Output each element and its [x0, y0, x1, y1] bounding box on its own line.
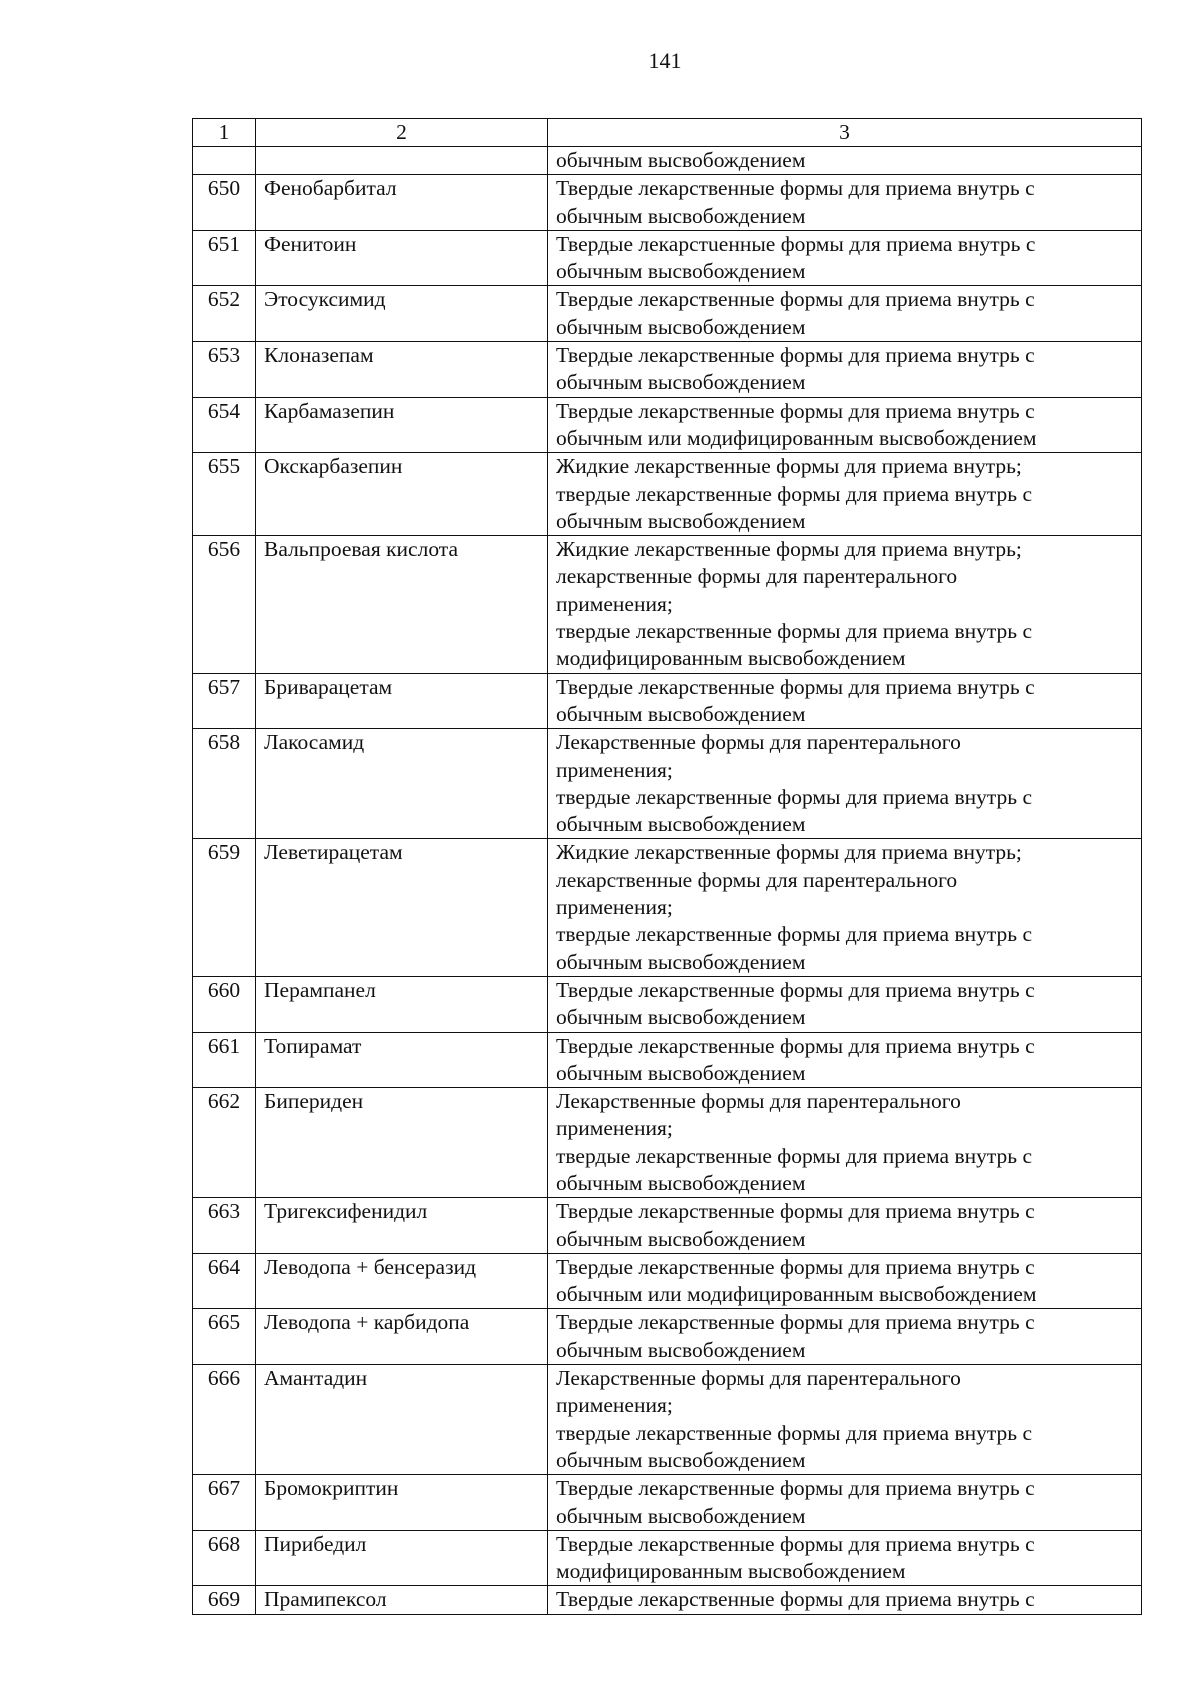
row-number: 650 [193, 175, 256, 231]
dosage-form [548, 976, 1142, 1032]
column-header-number: 1 [193, 119, 256, 147]
dosage-form-line: Твердые лекарственные формы для приема внутрь с [556, 176, 1035, 201]
drug-name: Топирамат [256, 1032, 548, 1088]
dosage-form [548, 1586, 1142, 1614]
dosage-form-line: Твердые лекарственные формы для приема внутрь с [556, 1476, 1035, 1501]
dosage-form-line: Жидкие лекарственные формы для приема внутрь; [556, 537, 1022, 562]
dosage-form-line: обычным высвобождением [556, 1060, 806, 1085]
dosage-form [548, 1088, 1142, 1198]
dosage-form [548, 342, 1142, 398]
dosage-form-line: обычным высвобождением [556, 701, 806, 726]
dosage-form [548, 1530, 1142, 1586]
dosage-form-line: Твердые лекарственные формы для приема внутрь с [556, 674, 1035, 699]
dosage-form-line: обычным высвобождением [556, 1170, 806, 1195]
table-row [193, 1530, 1142, 1586]
dosage-form [548, 1365, 1142, 1475]
row-number: 665 [193, 1309, 256, 1365]
table-row [193, 536, 1142, 673]
dosage-form-line: Твердые лекарственные формы для приема внутрь с [556, 1587, 1035, 1612]
dosage-form [548, 1253, 1142, 1309]
dosage-form-line: лекарственные формы для парентерального [556, 867, 958, 892]
dosage-form [548, 1309, 1142, 1365]
dosage-form [548, 1475, 1142, 1531]
table-row [193, 1088, 1142, 1198]
dosage-form [548, 1198, 1142, 1254]
dosage-form-line: твердые лекарственные формы для приема внутрь с [556, 784, 1032, 809]
dosage-form-line: модифицированным высвобождением [556, 1559, 906, 1584]
dosage-form-line: твердые лекарственные формы для приема внутрь с [556, 922, 1032, 947]
drug-name: Леводопа + карбидопа [256, 1309, 548, 1365]
dosage-form [548, 230, 1142, 286]
drug-name: Лакосамид [256, 729, 548, 839]
dosage-form-line: Твердые лекарственные формы для приема внутрь с [556, 1033, 1035, 1058]
dosage-form [548, 175, 1142, 231]
row-number: 657 [193, 673, 256, 729]
row-number: 656 [193, 536, 256, 673]
dosage-form [548, 453, 1142, 536]
drug-name: Окскарбазепин [256, 453, 548, 536]
dosage-form-line: твердые лекарственные формы для приема внутрь с [556, 1420, 1032, 1445]
table-body [193, 147, 1142, 1615]
page-number: 141 [648, 48, 682, 73]
column-header-name: 2 [256, 119, 548, 147]
row-number: 661 [193, 1032, 256, 1088]
dosage-form-line: Лекарственные формы для парентерального [556, 1366, 961, 1391]
dosage-form-line: обычным высвобождением [556, 1226, 806, 1251]
table-row [193, 1032, 1142, 1088]
row-number: 653 [193, 342, 256, 398]
dosage-form-line: применения; [556, 1116, 673, 1141]
dosage-form [548, 147, 1142, 175]
dosage-form-line: Лекарственные формы для парентерального [556, 730, 961, 755]
dosage-form-line: Твердые лекарстuенные формы для приема внутрь с [556, 231, 1036, 256]
drug-name: Этосуксимид [256, 286, 548, 342]
drug-name: Бипериден [256, 1088, 548, 1198]
table-row [193, 342, 1142, 398]
table-row [193, 286, 1142, 342]
dosage-form-line: применения; [556, 591, 673, 616]
table-row [193, 1309, 1142, 1365]
dosage-form-line: обычным высвобождением [556, 1447, 806, 1472]
dosage-form-line: Лекарственные формы для парентерального [556, 1089, 961, 1114]
dosage-form-line: обычным высвобождением [556, 314, 806, 339]
row-number: 663 [193, 1198, 256, 1254]
dosage-form [548, 286, 1142, 342]
table-row [193, 230, 1142, 286]
dosage-form-line: Твердые лекарственные формы для приема внутрь с [556, 1199, 1035, 1224]
table-row [193, 976, 1142, 1032]
drug-name: Леводопа + бенсеразид [256, 1253, 548, 1309]
table-row [193, 1586, 1142, 1614]
dosage-form-line: твердые лекарственные формы для приема внутрь с [556, 481, 1032, 506]
table-row [193, 175, 1142, 231]
dosage-form-line: применения; [556, 895, 673, 920]
drug-name: Пирибедил [256, 1530, 548, 1586]
dosage-form-line: модифицированным высвобождением [556, 646, 906, 671]
dosage-form-line: обычным высвобождением [556, 1503, 806, 1528]
drug-name: Бромокриптин [256, 1475, 548, 1531]
dosage-form-line: Твердые лекарственные формы для приема внутрь с [556, 977, 1035, 1002]
dosage-form-line: Твердые лекарственные формы для приема внутрь с [556, 1310, 1035, 1335]
row-number: 664 [193, 1253, 256, 1309]
dosage-form-line: обычным высвобождением [556, 508, 806, 533]
dosage-form-line: обычным или модифицированным высвобождением [556, 425, 1037, 450]
dosage-form [548, 673, 1142, 729]
dosage-form-line: обычным высвобождением [556, 812, 806, 837]
drug-table [192, 118, 1142, 1615]
drug-name: Бриварацетам [256, 673, 548, 729]
dosage-form-line: Твердые лекарственные формы для приема внутрь с [556, 398, 1035, 423]
dosage-form-line: твердые лекарственные формы для приема внутрь с [556, 619, 1032, 644]
dosage-form-line: лекарственные формы для парентерального [556, 564, 958, 589]
dosage-form-line: обычным высвобождением [556, 148, 806, 172]
dosage-form-line: твердые лекарственные формы для приема внутрь с [556, 1143, 1032, 1168]
dosage-form-line: применения; [556, 757, 673, 782]
dosage-form-line: применения; [556, 1393, 673, 1418]
row-number: 651 [193, 230, 256, 286]
drug-name: Клоназепам [256, 342, 548, 398]
row-number: 667 [193, 1475, 256, 1531]
dosage-form-line: Твердые лекарственные формы для приема внутрь с [556, 287, 1035, 312]
dosage-form-line: Твердые лекарственные формы для приема внутрь с [556, 1531, 1035, 1556]
dosage-form-line: Жидкие лекарственные формы для приема внутрь; [556, 454, 1022, 479]
dosage-form-line: обычным или модифицированным высвобождением [556, 1282, 1037, 1307]
dosage-form-line: обычным высвобождением [556, 370, 806, 395]
dosage-form-line: обычным высвобождением [556, 203, 806, 228]
row-number: 660 [193, 976, 256, 1032]
dosage-form [548, 1032, 1142, 1088]
row-number: 659 [193, 839, 256, 976]
dosage-form-line: обычным высвобождением [556, 949, 806, 974]
table-row [193, 729, 1142, 839]
drug-name: Фенобарбитал [256, 175, 548, 231]
dosage-form [548, 536, 1142, 673]
drug-name: Карбамазепин [256, 397, 548, 453]
drug-name [256, 147, 548, 175]
row-number: 652 [193, 286, 256, 342]
column-header-form: 3 [548, 119, 1142, 147]
row-number: 662 [193, 1088, 256, 1198]
table-row [193, 453, 1142, 536]
table-row [193, 673, 1142, 729]
table-row [193, 1253, 1142, 1309]
drug-name: Тригексифенидил [256, 1198, 548, 1254]
row-number: 658 [193, 729, 256, 839]
row-number: 668 [193, 1530, 256, 1586]
row-number [193, 147, 256, 175]
drug-name: Вальпроевая кислота [256, 536, 548, 673]
table-row [193, 1198, 1142, 1254]
continuation-row [193, 147, 1142, 175]
header-row [193, 119, 1142, 147]
table-row [193, 839, 1142, 976]
row-number: 655 [193, 453, 256, 536]
table-row [193, 1365, 1142, 1475]
row-number: 669 [193, 1586, 256, 1614]
dosage-form-line: обычным высвобождением [556, 1337, 806, 1362]
table-row [193, 1475, 1142, 1531]
dosage-form-line: Жидкие лекарственные формы для приема внутрь; [556, 840, 1022, 865]
drug-name: Амантадин [256, 1365, 548, 1475]
drug-name: Фенитоин [256, 230, 548, 286]
dosage-form-line: обычным высвобождением [556, 259, 806, 284]
dosage-form-line: Твердые лекарственные формы для приема внутрь с [556, 1254, 1035, 1279]
row-number: 666 [193, 1365, 256, 1475]
dosage-form [548, 729, 1142, 839]
drug-name: Перампанел [256, 976, 548, 1032]
dosage-form-line: обычным высвобождением [556, 1005, 806, 1030]
row-number: 654 [193, 397, 256, 453]
drug-name: Прамипексол [256, 1586, 548, 1614]
table-row [193, 397, 1142, 453]
dosage-form-line: Твердые лекарственные формы для приема внутрь с [556, 343, 1035, 368]
dosage-form [548, 839, 1142, 976]
dosage-form [548, 397, 1142, 453]
drug-name: Леветирацетам [256, 839, 548, 976]
